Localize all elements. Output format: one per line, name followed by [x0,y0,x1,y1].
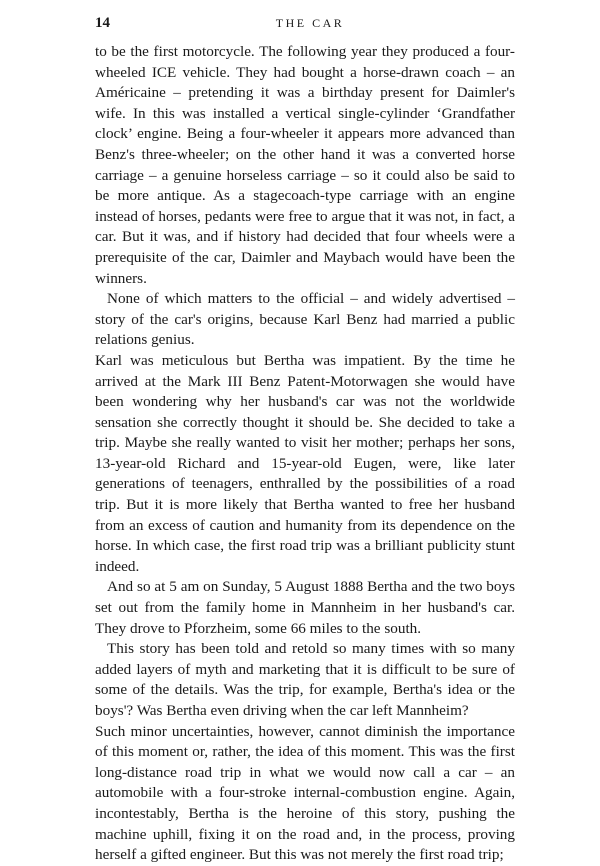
body-text [95,42,515,866]
paragraph-2: None of which matters to the official – and widely advertised – story of the car's origins, because Karl Benz had married a public relations genius. [95,290,515,349]
paragraph-5: This story has been told and retold so many times with so many added layers of myth and marketing that it is difficult to be sure of some of the details. Was the trip, for example, Bertha's idea or the boys'? Was Bertha even driving when the car left Mannheim? [95,640,515,719]
paragraph-6: Such minor uncertainties, however, cannot diminish the importance of this moment or, rather, the idea of this moment. This was the first long-distance road trip in what we would now call a car – an automobile with a four-stroke internal-combustion engine. Again, incontestably, Bertha is the heroine of this story, pushing the machine uphill, fixing it on the road and, in the process, proving herself a gifted engineer. But this was not merely the first road trip; [95,722,515,864]
paragraph-1: to be the first motorcycle. The following year they produced a four-wheeled ICE vehicle. They had bought a horse-drawn coach – an Américaine – pretending it was a birthday present for Daimler's wife. In this was installed a vertical single-cylinder ‘Grandfather clock’ engine. Being a four-wheeler it appears more advanced than Benz's three-wheeler; on the other hand it was a converted horse carriage – a genuine horseless carriage – so it could also be said to be more antique. As a stagecoach-type carriage with an engine instead of horses, pedants were free to argue that it was not, in fact, a car. But it was, and if history had decided that four wheels were a prerequisite of the car, Daimler and Maybach would have been the winners. [95,43,515,287]
running-head [95,15,525,37]
paragraph-3: Karl was meticulous but Bertha was impatient. By the time he arrived at the Mark III Benz Patent-Motorwagen she would have been wondering why her husband's car was not the worldwide sensation she correctly thought it should be. She decided to take a trip. Maybe she really wanted to visit her mother; perhaps her sons, 13-year-old Richard and 15-year-old Eugen, were, like later generations of teenagers, enthralled by the possibilities of a road trip. But it is more likely that Bertha wanted to free her husband from an excess of caution and humanity from its dependence on the horse. In which case, the first road trip was a brilliant publicity stunt indeed. [95,351,515,575]
page-number: 14 [95,15,110,31]
running-title: THE CAR [275,16,345,30]
paragraph-4: And so at 5 am on Sunday, 5 August 1888 Bertha and the two boys set out from the family home in Mannheim in her husband's car. They drove to Pforzheim, some 66 miles to the south. [95,578,515,637]
